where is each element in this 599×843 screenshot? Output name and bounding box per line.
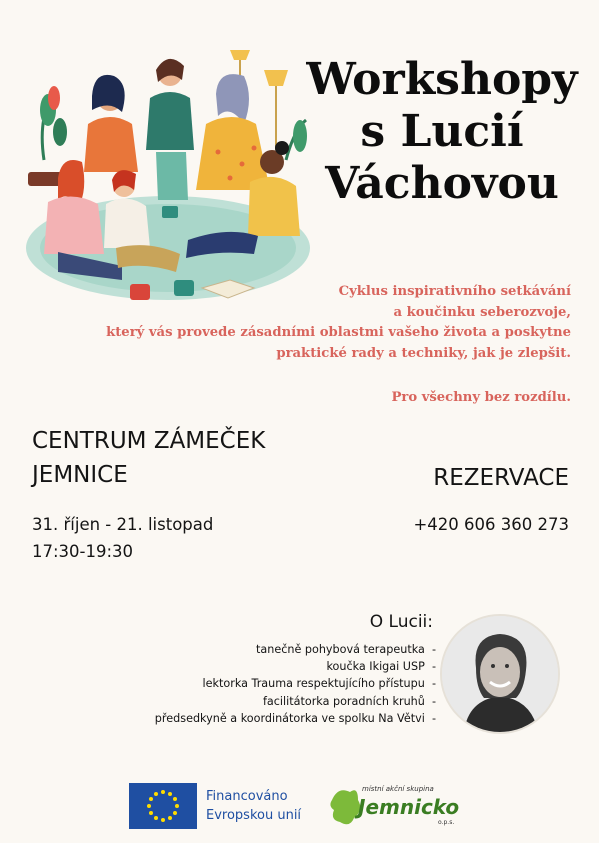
description-line: praktické rady a techniky, jak je zlepšit. <box>276 345 571 361</box>
title-line-3: Váchovou <box>325 158 559 209</box>
reservation-label: REZERVACE <box>433 465 569 491</box>
about-item: předsedkyně a koordinátorka ve spolku Na Větvi - <box>154 711 436 725</box>
eu-funding-line-1: Financováno <box>206 789 288 804</box>
audience-note: Pro všechny bez rozdílu. <box>391 390 571 405</box>
jemnicko-suffix: o.p.s. <box>438 819 455 826</box>
about-item: tanečně pohybová terapeutka - <box>255 643 436 656</box>
about-item: koučka Ikigai USP - <box>326 660 436 674</box>
lucie-portrait-photo <box>440 614 560 734</box>
eu-flag-icon <box>129 783 197 829</box>
jemnicko-name: Jemnicko <box>358 795 460 819</box>
description-line: Cyklus inspirativního setkávání <box>338 284 571 299</box>
reservation-phone[interactable]: +420 606 360 273 <box>413 515 569 534</box>
about-item: facilitátorka poradních kruhů - <box>262 694 436 708</box>
description-line: který vás provede zásadními oblastmi vašeho života a poskytne <box>106 325 571 340</box>
description-line: a koučinku seberozvoje, <box>393 304 571 320</box>
schedule-time: 17:30-19:30 <box>32 542 134 561</box>
title-line-2: s Lucií <box>360 106 524 157</box>
eu-funding-line-2: Evropskou unií <box>206 808 302 823</box>
women-group-illustration <box>18 40 318 308</box>
description <box>51 282 571 364</box>
venue-name: CENTRUM ZÁMEČEK <box>32 428 266 454</box>
title-line-1: Workshopy <box>306 54 578 105</box>
schedule-dates: 31. říjen - 21. listopad <box>32 515 214 534</box>
about-title: O Lucii: <box>369 612 433 632</box>
about-item: lektorka Trauma respektujícího přístupu - <box>202 677 436 691</box>
jemnicko-tagline: místní akční skupina <box>362 785 434 793</box>
venue-city: JEMNICE <box>32 462 128 488</box>
venue <box>32 424 265 492</box>
about-list <box>155 641 436 727</box>
schedule <box>32 511 213 565</box>
jemnicko-logo <box>328 780 468 830</box>
workshop-title <box>292 54 592 210</box>
eu-funding-text <box>206 787 301 825</box>
